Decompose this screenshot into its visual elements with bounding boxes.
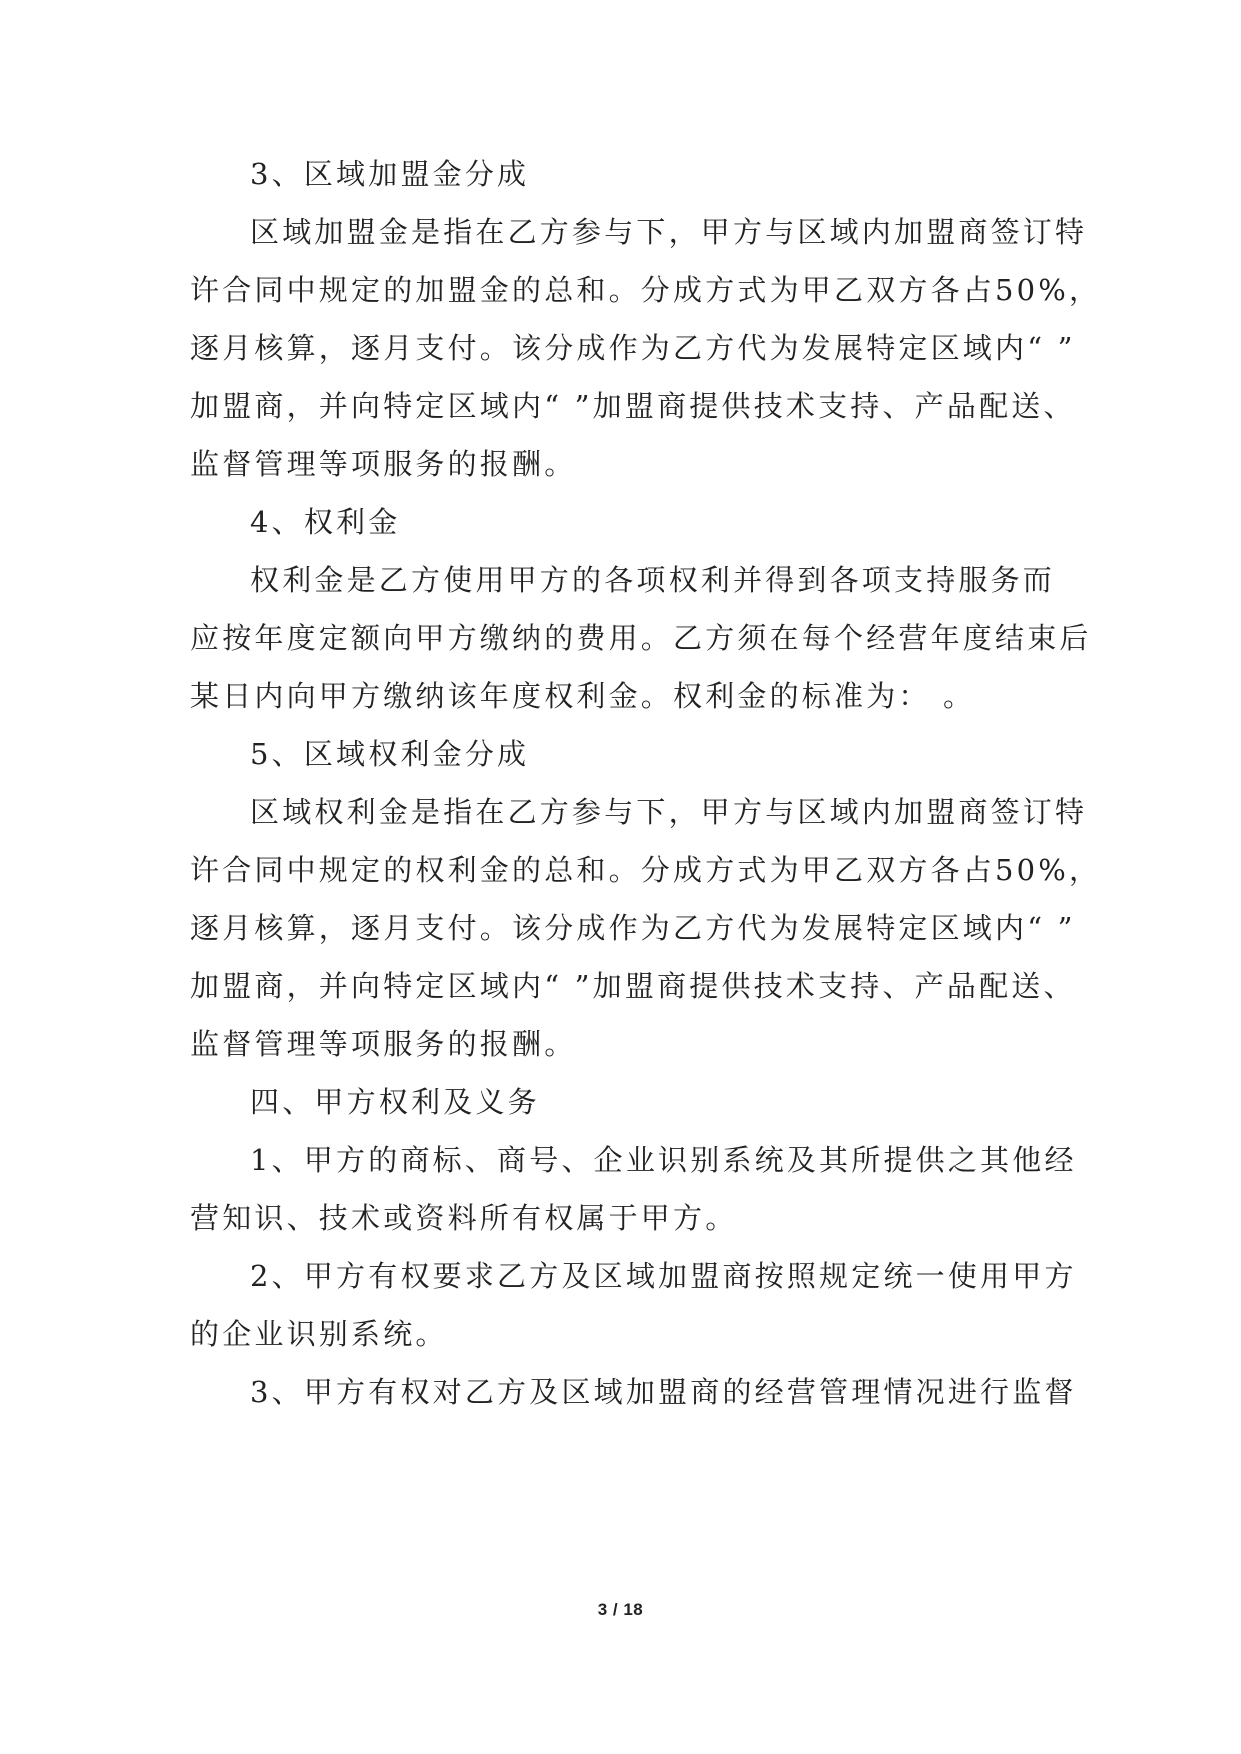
section-heading-3 [250, 145, 1120, 203]
page-number: 3 / 18 [597, 1600, 644, 1619]
paragraph-item-2 [190, 1247, 1077, 1363]
text-line: 加盟商，并向特定区域内“ ”加盟商提供技术支持、产品配送、 [190, 389, 1076, 423]
paragraph-regional-royalty [190, 783, 1102, 1073]
text-line: 加盟商，并向特定区域内“ ”加盟商提供技术支持、产品配送、 [190, 969, 1076, 1003]
text-line: 四、甲方权利及义务 [250, 1085, 540, 1119]
text-line: 3、区域加盟金分成 [250, 157, 530, 191]
text-line: 逐月核算，逐月支付。该分成作为乙方代为发展特定区域内“ ” [190, 911, 1076, 945]
paragraph-regional-franchise-fee [190, 203, 1102, 493]
text-line: 1、甲方的商标、商号、企业识别系统及其所提供之其他经 [250, 1143, 1077, 1177]
text-line: 的企业识别系统。 [190, 1317, 448, 1351]
text-line: 2、甲方有权要求乙方及区域加盟商按照规定统一使用甲方 [250, 1259, 1077, 1293]
text-line: 4、权利金 [250, 505, 401, 539]
paragraph-royalty-fee [190, 551, 1092, 725]
text-line: 应按年度定额向甲方缴纳的费用。乙方须在每个经营年度结束后 [190, 621, 1092, 655]
text-line: 区域权利金是指在乙方参与下，甲方与区域内加盟商签订特 [250, 795, 1088, 829]
text-line: 5、区域权利金分成 [250, 737, 530, 771]
section-heading-4 [250, 493, 1120, 551]
text-line: 监督管理等项服务的报酬。 [190, 1027, 577, 1061]
text-line: 营知识、技术或资料所有权属于甲方。 [190, 1201, 738, 1235]
text-line: 逐月核算，逐月支付。该分成作为乙方代为发展特定区域内“ ” [190, 331, 1076, 365]
section-heading-5 [250, 725, 1120, 783]
text-line: 某日内向甲方缴纳该年度权利金。权利金的标准为： 。 [190, 679, 976, 713]
text-line: 许合同中规定的加盟金的总和。分成方式为甲乙双方各占50%， [190, 273, 1102, 307]
text-line: 3、甲方有权对乙方及区域加盟商的经营管理情况进行监督 [250, 1375, 1077, 1409]
text-line: 区域加盟金是指在乙方参与下，甲方与区域内加盟商签订特 [250, 215, 1088, 249]
text-line: 许合同中规定的权利金的总和。分成方式为甲乙双方各占50%， [190, 853, 1102, 887]
section-heading-party-a-rights [250, 1073, 1120, 1131]
paragraph-item-3 [190, 1363, 1077, 1421]
text-line: 监督管理等项服务的报酬。 [190, 447, 577, 481]
text-line: 权利金是乙方使用甲方的各项权利并得到各项支持服务而 [250, 563, 1056, 597]
paragraph-item-1 [190, 1131, 1077, 1247]
